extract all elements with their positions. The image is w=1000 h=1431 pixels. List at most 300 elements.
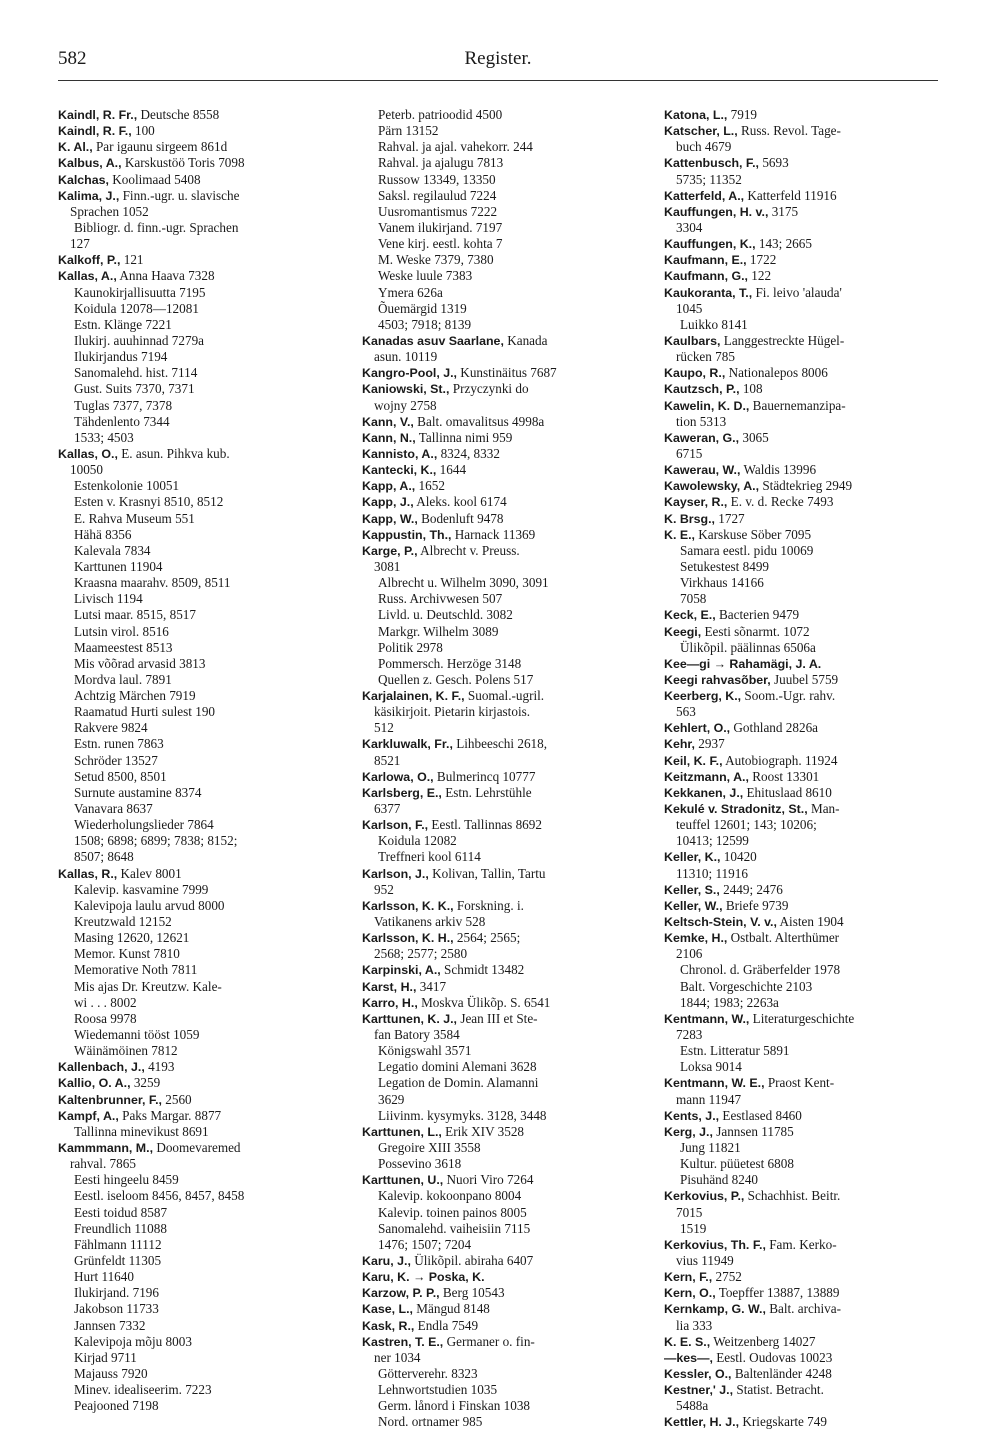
entry-text: Karskuse Söber 7095 xyxy=(694,526,812,542)
entry-text: Luikko 8141 xyxy=(680,316,748,332)
index-entry xyxy=(664,785,944,801)
entry-text: Markgr. Wilhelm 3089 xyxy=(378,623,499,639)
index-entry xyxy=(664,462,944,478)
index-subentry xyxy=(362,1205,642,1221)
entry-text: Livisch 1194 xyxy=(74,591,143,607)
entry-text: 5693 xyxy=(759,155,789,171)
entry-text: Rahval. ja ajal. vahekorr. 244 xyxy=(378,139,533,155)
entry-heading: Kekkanen, J., xyxy=(664,785,744,800)
entry-heading: Kappustin, Th., xyxy=(362,527,452,542)
entry-text: 512 xyxy=(374,720,394,736)
entry-text: Pisuhänd 8240 xyxy=(680,1172,759,1188)
entry-text: Grünfeldt 11305 xyxy=(74,1252,162,1268)
index-entry xyxy=(664,1237,944,1253)
entry-text: 1652 xyxy=(415,478,445,494)
entry-heading: K. Al., xyxy=(58,140,93,155)
entry-text: Treffneri kool 6114 xyxy=(378,849,481,865)
index-entry xyxy=(664,1108,944,1124)
index-entry xyxy=(664,930,944,946)
entry-text: 8507; 8648 xyxy=(74,849,134,865)
entry-text: Bodenluft 9478 xyxy=(417,510,504,526)
index-subentry xyxy=(58,769,338,785)
entry-text: tion 5313 xyxy=(676,413,727,429)
entry-text: Samara eestl. pidu 10069 xyxy=(680,542,814,558)
index-subentry xyxy=(362,1382,642,1398)
index-continuation xyxy=(664,817,944,833)
index-subentry xyxy=(58,398,338,414)
entry-text: Kalevip. kasvamine 7999 xyxy=(74,881,209,897)
index-entry xyxy=(664,753,944,769)
entry-text: Moskva Ülikõp. S. 6541 xyxy=(417,994,551,1010)
index-entry xyxy=(362,930,642,946)
entry-heading: Kessler, O., xyxy=(664,1366,732,1381)
entry-text: Bibliogr. d. finn.-ugr. Sprachen xyxy=(74,219,239,235)
entry-text: 7015 xyxy=(676,1204,703,1220)
entry-text: 3065 xyxy=(739,429,769,445)
entry-text: Langgestreckte Hügel- xyxy=(720,332,845,348)
index-subentry xyxy=(362,1414,642,1430)
entry-heading: K. E., xyxy=(664,527,695,542)
entry-heading: Karjalainen, K. F., xyxy=(362,689,465,704)
entry-text: 5735; 11352 xyxy=(676,171,742,187)
entry-heading: Kaufmann, G., xyxy=(664,269,748,284)
index-subentry xyxy=(362,1140,642,1156)
index-subentry xyxy=(362,607,642,623)
entry-text: Freundlich 11088 xyxy=(74,1220,167,1236)
entry-heading: Keegi, xyxy=(664,624,702,639)
index-entry xyxy=(362,995,642,1011)
entry-heading: Kaltenbrunner, F., xyxy=(58,1092,162,1107)
index-subentry xyxy=(58,1269,338,1285)
entry-text: Russ. Archivwesen 507 xyxy=(378,591,503,607)
index-subentry xyxy=(58,1366,338,1382)
entry-text: Peterb. patrioodid 4500 xyxy=(378,107,503,122)
index-entry xyxy=(664,688,944,704)
entry-heading: Kalima, J., xyxy=(58,188,120,203)
entry-text: vius 11949 xyxy=(676,1252,734,1268)
index-continuation xyxy=(664,1253,944,1269)
index-subentry xyxy=(58,979,338,995)
entry-text: Bauernemanzipa- xyxy=(749,397,846,413)
index-subentry xyxy=(58,946,338,962)
index-entry xyxy=(362,365,642,381)
entry-heading: Kee—gi → Rahamägi, J. A. xyxy=(664,656,822,671)
index-subentry xyxy=(58,1318,338,1334)
entry-text: Kolivan, Tallin, Tartu xyxy=(428,865,546,881)
index-entry xyxy=(664,1285,944,1301)
entry-text: Eesti hingeelu 8459 xyxy=(74,1172,179,1188)
entry-text: 4503; 7918; 8139 xyxy=(378,316,472,332)
entry-text: Götterverehr. 8323 xyxy=(378,1365,478,1381)
entry-text: Tallinna minevikust 8691 xyxy=(74,1123,209,1139)
entry-text: 2752 xyxy=(712,1269,742,1285)
entry-text: E. asun. Pihkva kub. xyxy=(117,445,230,461)
entry-text: Legation de Domin. Alamanni xyxy=(378,1075,539,1091)
entry-heading: Kallenbach, J., xyxy=(58,1060,145,1075)
entry-text: 6715 xyxy=(676,445,703,461)
index-subentry xyxy=(58,478,338,494)
entry-text: Ostbalt. Alterthümer xyxy=(727,930,840,946)
index-subentry xyxy=(664,559,944,575)
entry-heading: Kaukoranta, T., xyxy=(664,285,753,300)
index-entry xyxy=(664,1188,944,1204)
index-subentry xyxy=(58,591,338,607)
entry-text: Ilukirj. auuhinnad 7279a xyxy=(74,332,205,348)
index-entry xyxy=(362,962,642,978)
index-subentry xyxy=(664,591,944,607)
index-subentry xyxy=(58,1398,338,1414)
entry-heading: Keltsch-Stein, V. v., xyxy=(664,915,777,930)
entry-heading: Karttunen, L., xyxy=(362,1124,442,1139)
index-continuation xyxy=(362,882,642,898)
entry-text: Achtzig Märchen 7919 xyxy=(74,688,196,704)
entry-text: Schmidt 13482 xyxy=(440,962,525,978)
index-subentry xyxy=(58,1382,338,1398)
index-subentry xyxy=(362,1108,642,1124)
entry-heading: Kaindl, R. Fr., xyxy=(58,108,138,122)
entry-text: Mis võõrad arvasid 3813 xyxy=(74,655,206,671)
index-entry xyxy=(362,1172,642,1188)
entry-text: Gregoire XIII 3558 xyxy=(378,1140,481,1155)
index-subentry xyxy=(362,1092,642,1108)
index-subentry xyxy=(664,1221,944,1237)
index-column-1 xyxy=(58,107,338,1414)
index-subentry xyxy=(362,1398,642,1414)
entry-text: Nationalepos 8006 xyxy=(725,365,828,381)
index-subentry xyxy=(58,1334,338,1350)
entry-heading: Karlson, J., xyxy=(362,866,429,881)
index-continuation xyxy=(362,946,642,962)
index-continuation xyxy=(664,414,944,430)
index-entry xyxy=(664,268,944,284)
entry-text: Königswahl 3571 xyxy=(378,1043,472,1059)
entry-text: Kirjad 9711 xyxy=(74,1349,137,1365)
entry-text: Masing 12620, 12621 xyxy=(74,930,190,946)
entry-text: 1727 xyxy=(714,510,745,526)
entry-text: 10050 xyxy=(70,462,103,478)
index-subentry xyxy=(362,204,642,220)
entry-text: Rahval. ja ajalugu 7813 xyxy=(378,155,504,171)
entry-heading: Kerkovius, P., xyxy=(664,1189,745,1204)
index-entry xyxy=(58,1059,338,1075)
entry-heading: Karttunen, K. J., xyxy=(362,1011,458,1026)
index-subentry xyxy=(664,640,944,656)
entry-text: Minev. idealiseerim. 7223 xyxy=(74,1382,212,1398)
page-number: 582 xyxy=(58,48,87,69)
entry-heading: Karlson, F., xyxy=(362,818,429,833)
entry-heading: Karro, H., xyxy=(362,995,418,1010)
entry-text: Gothland 2826a xyxy=(730,720,819,736)
index-entry xyxy=(58,866,338,882)
entry-text: 563 xyxy=(676,704,696,720)
entry-heading: Kallas, O., xyxy=(58,446,118,461)
index-subentry xyxy=(58,559,338,575)
entry-heading: Kaufmann, E., xyxy=(664,253,747,268)
entry-text: rücken 785 xyxy=(676,349,735,365)
entry-text: Pärn 13152 xyxy=(378,123,439,139)
entry-heading: Kapp, W., xyxy=(362,511,418,526)
entry-text: 3081 xyxy=(374,558,401,574)
entry-text: Weitzenberg 14027 xyxy=(710,1333,816,1349)
entry-text: Hurt 11640 xyxy=(74,1269,134,1285)
index-subentry xyxy=(58,1221,338,1237)
entry-heading: Kettler, H. J., xyxy=(664,1415,740,1430)
entry-text: Tallinna nimi 959 xyxy=(415,429,513,445)
entry-text: 7919 xyxy=(727,107,758,122)
index-subentry xyxy=(362,155,642,171)
index-subentry xyxy=(58,301,338,317)
entry-heading: Kannisto, A., xyxy=(362,446,438,461)
entry-heading: Kampf, A., xyxy=(58,1108,119,1123)
index-entry xyxy=(664,720,944,736)
index-subentry xyxy=(58,430,338,446)
index-subentry xyxy=(58,414,338,430)
index-subentry xyxy=(664,1172,944,1188)
index-entry xyxy=(362,543,642,559)
index-entry xyxy=(362,785,642,801)
entry-text: 2560 xyxy=(161,1091,192,1107)
entry-text: lia 333 xyxy=(676,1317,713,1333)
entry-text: Vatikanens arkiv 528 xyxy=(374,914,486,930)
entry-heading: Kaulbars, xyxy=(664,333,721,348)
entry-text: Chronol. d. Gräberfelder 1978 xyxy=(680,962,841,978)
entry-text: Städtekrieg 2949 xyxy=(759,478,853,494)
entry-heading: Keller, K., xyxy=(664,850,721,865)
entry-text: Gust. Suits 7370, 7371 xyxy=(74,381,195,397)
entry-heading: Kastren, T. E., xyxy=(362,1334,444,1349)
entry-heading: Kaupo, R., xyxy=(664,366,726,381)
index-continuation xyxy=(664,1318,944,1334)
index-subentry xyxy=(58,333,338,349)
entry-text: Koolimaad 5408 xyxy=(108,171,201,187)
entry-text: Fählmann 11112 xyxy=(74,1236,162,1252)
index-subentry xyxy=(362,1043,642,1059)
index-subentry xyxy=(58,1301,338,1317)
entry-text: 121 xyxy=(120,252,144,268)
index-continuation xyxy=(664,1205,944,1221)
entry-text: 7283 xyxy=(676,1027,703,1043)
entry-text: 10420 xyxy=(720,849,757,865)
index-entry xyxy=(362,511,642,527)
index-subentry xyxy=(362,1221,642,1237)
index-subentry xyxy=(362,252,642,268)
index-subentry xyxy=(58,817,338,833)
index-entry xyxy=(664,736,944,752)
entry-text: E. Rahva Museum 551 xyxy=(74,510,195,526)
entry-heading: Keerberg, K., xyxy=(664,689,742,704)
entry-text: Jung 11821 xyxy=(680,1140,741,1155)
entry-text: Livld. u. Deutschld. 3082 xyxy=(378,607,513,623)
entry-heading: Kawolewsky, A., xyxy=(664,479,760,494)
entry-text: 1508; 6898; 6899; 7838; 8152; xyxy=(74,833,238,849)
entry-text: Õuemärgid 1319 xyxy=(378,300,467,316)
entry-text: Albrecht u. Wilhelm 3090, 3091 xyxy=(378,575,549,591)
entry-text: Pommersch. Herzöge 3148 xyxy=(378,655,522,671)
index-entry xyxy=(362,414,642,430)
index-entry xyxy=(664,1350,944,1366)
index-entry xyxy=(664,188,944,204)
entry-text: Kraasna maarahv. 8509, 8511 xyxy=(74,575,231,591)
entry-heading: Kangro-Pool, J., xyxy=(362,366,457,381)
index-subentry xyxy=(58,1188,338,1204)
index-subentry xyxy=(362,1059,642,1075)
index-continuation xyxy=(362,349,642,365)
entry-text: Karskustöö Toris 7098 xyxy=(121,155,245,171)
entry-heading: Kaweran, G., xyxy=(664,430,740,445)
entry-heading: Kask, R., xyxy=(362,1318,415,1333)
entry-heading: Keil, K. F., xyxy=(664,753,723,768)
entry-text: 952 xyxy=(374,881,394,897)
index-subentry xyxy=(58,720,338,736)
entry-heading: Keck, E., xyxy=(664,608,716,623)
entry-text: 1844; 1983; 2263a xyxy=(680,994,779,1010)
entry-text: Kalevipoja laulu arvud 8000 xyxy=(74,897,225,913)
index-entry xyxy=(362,1269,642,1285)
entry-text: 1519 xyxy=(680,1220,707,1236)
index-subentry xyxy=(58,317,338,333)
index-entry xyxy=(664,607,944,623)
index-continuation xyxy=(362,914,642,930)
index-subentry xyxy=(664,962,944,978)
index-subentry xyxy=(362,1075,642,1091)
index-entry xyxy=(664,769,944,785)
index-subentry xyxy=(58,688,338,704)
entry-text: Baltenländer 4248 xyxy=(731,1365,832,1381)
entry-text: Loksa 9014 xyxy=(680,1059,742,1075)
entry-heading: Katterfeld, A., xyxy=(664,188,745,203)
entry-text: Eestlased 8460 xyxy=(719,1107,802,1123)
index-continuation xyxy=(362,398,642,414)
index-subentry xyxy=(58,349,338,365)
index-subentry xyxy=(58,672,338,688)
entry-text: Germ. lånord i Finskan 1038 xyxy=(378,1398,531,1414)
entry-heading: Kerg, J., xyxy=(664,1124,713,1139)
index-entry xyxy=(664,381,944,397)
entry-text: Fi. leivo 'alauda' xyxy=(752,284,842,300)
entry-text: Vene kirj. eestl. kohta 7 xyxy=(378,236,503,252)
entry-heading: Kerkovius, Th. F., xyxy=(664,1237,766,1252)
entry-heading: Kapp, A., xyxy=(362,479,416,494)
entry-text: 2937 xyxy=(695,736,725,752)
index-entry xyxy=(664,1414,944,1430)
index-entry xyxy=(664,511,944,527)
entry-heading: K. E. S., xyxy=(664,1334,711,1349)
entry-text: Estenkolonie 10051 xyxy=(74,478,180,494)
index-subentry xyxy=(58,543,338,559)
entry-heading: Kentmann, W., xyxy=(664,1011,750,1026)
entry-text: Setukestest 8499 xyxy=(680,558,770,574)
entry-heading: Kallio, O. A., xyxy=(58,1076,131,1091)
entry-text: Erik XIV 3528 xyxy=(441,1123,525,1139)
index-continuation xyxy=(362,1027,642,1043)
entry-heading: Keller, S., xyxy=(664,882,720,897)
index-entry xyxy=(362,688,642,704)
entry-heading: Kann, N., xyxy=(362,430,416,445)
entry-text: Sanomalehd. vaiheisiin 7115 xyxy=(378,1220,531,1236)
entry-text: Sprachen 1052 xyxy=(70,203,149,219)
index-subentry xyxy=(58,704,338,720)
index-entry xyxy=(362,478,642,494)
entry-text: 2564; 2565; xyxy=(453,930,521,946)
index-entry xyxy=(362,333,642,349)
index-entry xyxy=(664,155,944,171)
entry-text: Wäinämöinen 7812 xyxy=(74,1043,178,1059)
index-subentry xyxy=(362,833,642,849)
index-entry xyxy=(58,252,338,268)
entry-heading: Keller, W., xyxy=(664,898,723,913)
entry-text: 2449; 2476 xyxy=(719,881,783,897)
entry-heading: Kallas, R., xyxy=(58,866,118,881)
index-subentry xyxy=(58,833,338,849)
index-subentry xyxy=(58,1285,338,1301)
entry-text: wojny 2758 xyxy=(374,397,437,413)
index-subentry xyxy=(58,365,338,381)
index-subentry xyxy=(664,1140,944,1156)
entry-text: Eestl. Tallinnas 8692 xyxy=(428,817,542,833)
index-subentry xyxy=(664,1059,944,1075)
index-subentry xyxy=(664,979,944,995)
entry-heading: Kase, L., xyxy=(362,1302,413,1317)
entry-text: Par igaunu sirgeem 861d xyxy=(92,139,228,155)
index-subentry xyxy=(58,511,338,527)
entry-text: Aleks. kool 6174 xyxy=(413,494,507,510)
entry-text: Vanem ilukirjand. 7197 xyxy=(378,219,503,235)
index-subentry xyxy=(58,624,338,640)
entry-text: Ilukirjand. 7196 xyxy=(74,1285,159,1301)
entry-heading: Karlsberg, E., xyxy=(362,785,442,800)
index-entry xyxy=(58,155,338,171)
entry-text: Mängud 8148 xyxy=(412,1301,490,1317)
index-continuation xyxy=(664,1027,944,1043)
entry-text: Berg 10543 xyxy=(439,1285,505,1301)
entry-text: 100 xyxy=(131,123,155,139)
entry-heading: Kaniowski, St., xyxy=(362,382,450,397)
index-continuation xyxy=(362,1350,642,1366)
entry-text: Uusromantismus 7222 xyxy=(378,203,498,219)
entry-heading: Kalkoff, P., xyxy=(58,253,121,268)
entry-text: wi . . . 8002 xyxy=(74,994,137,1010)
entry-text: 1045 xyxy=(676,300,703,316)
index-entry xyxy=(362,1301,642,1317)
entry-text: Rakvere 9824 xyxy=(74,720,148,736)
entry-heading: Karkluwalk, Fr., xyxy=(362,737,453,752)
entry-heading: Karttunen, U., xyxy=(362,1173,444,1188)
index-entry xyxy=(362,446,642,462)
entry-text: Briefe 9739 xyxy=(722,897,789,913)
index-continuation xyxy=(362,753,642,769)
index-subentry xyxy=(362,1366,642,1382)
entry-heading: Karlsson, K. H., xyxy=(362,931,454,946)
entry-heading: Kehlert, O., xyxy=(664,721,731,736)
entry-text: Statist. Betracht. xyxy=(733,1382,824,1398)
entry-text: Saksl. regilaulud 7224 xyxy=(378,187,497,203)
index-subentry xyxy=(362,268,642,284)
entry-text: ner 1034 xyxy=(374,1349,421,1365)
entry-text: Autobiograph. 11924 xyxy=(722,752,838,768)
entry-text: Bacterien 9479 xyxy=(715,607,800,623)
entry-text: Przyczynki do xyxy=(449,381,529,397)
entry-text: Deutsche 8558 xyxy=(137,107,220,122)
entry-text: Schröder 13527 xyxy=(74,752,158,768)
entry-text: 108 xyxy=(739,381,763,397)
entry-text: Peajooned 7198 xyxy=(74,1398,159,1414)
index-column-2 xyxy=(362,107,642,1431)
entry-heading: Karst, H., xyxy=(362,979,417,994)
entry-heading: Kallas, A., xyxy=(58,269,117,284)
entry-heading: Kents, J., xyxy=(664,1108,720,1123)
index-continuation xyxy=(664,446,944,462)
index-entry xyxy=(664,478,944,494)
